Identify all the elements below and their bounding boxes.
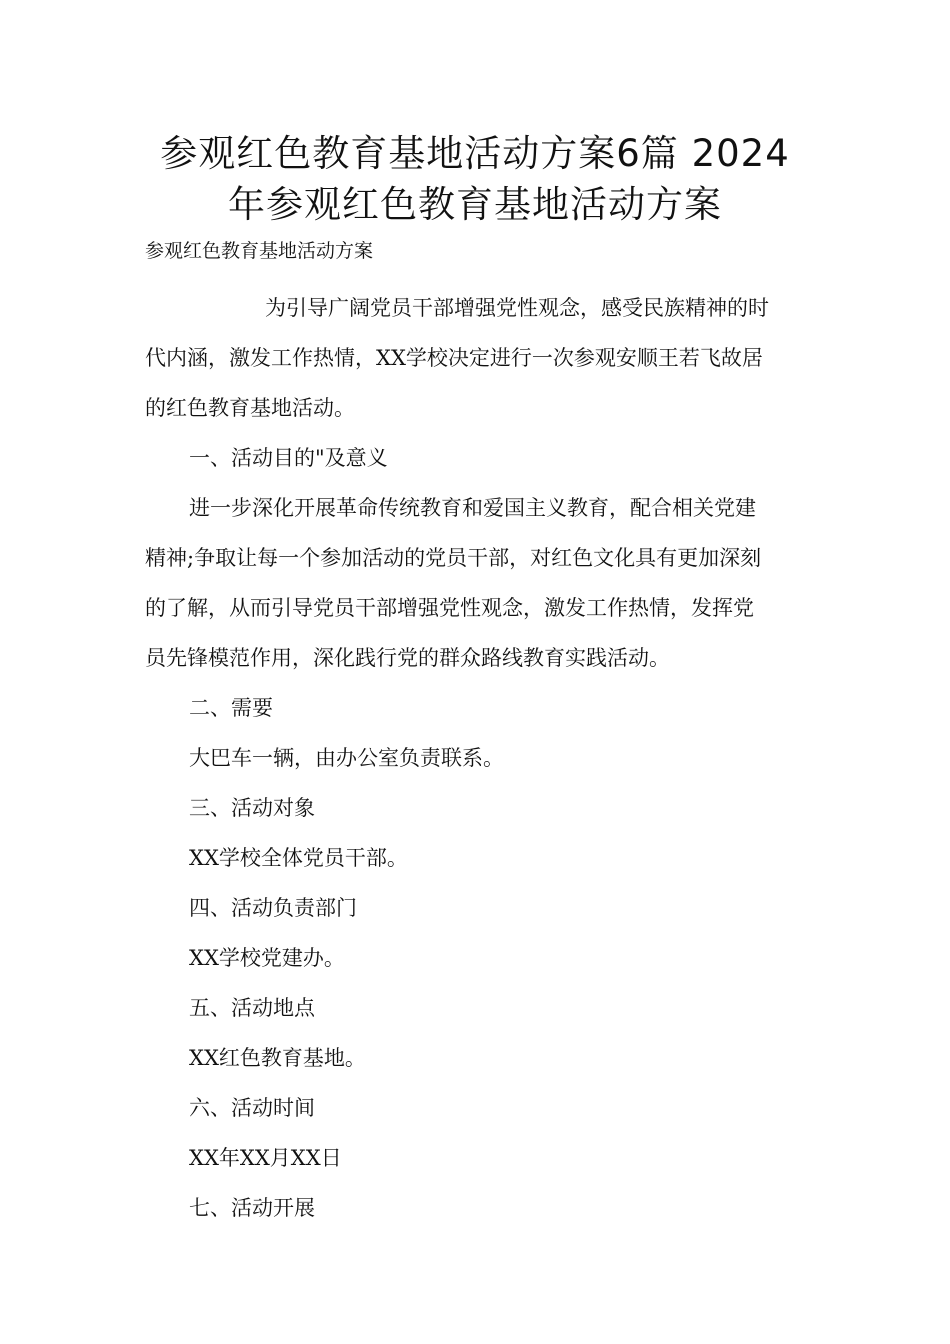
intro-line-3: 的红色教育基地活动。	[145, 396, 355, 420]
section-3-heading: 三、活动对象	[189, 796, 315, 820]
document-body	[145, 283, 805, 1233]
section-1-line-2: 精神;争取让每一个参加活动的党员干部，对红色文化具有更加深刻	[145, 546, 762, 570]
section-1-line-4: 员先锋模范作用，深化践行党的群众路线教育实践活动。	[145, 646, 670, 670]
document-subtitle: 参观红色教育基地活动方案	[145, 240, 374, 262]
section-5-heading: 五、活动地点	[189, 996, 315, 1020]
section-3-text: XX学校全体党员干部。	[189, 846, 408, 870]
intro-line-2: 代内涵，激发工作热情，XX学校决定进行一次参观安顺王若飞故居	[145, 346, 763, 370]
section-2-text: 大巴车一辆，由办公室负责联系。	[189, 746, 504, 770]
section-1-line-1: 进一步深化开展革命传统教育和爱国主义教育，配合相关党建	[189, 496, 756, 520]
section-5-text: XX红色教育基地。	[189, 1046, 366, 1070]
intro-line-1: 为引导广阔党员干部增强党性观念，感受民族精神的时	[265, 296, 769, 320]
section-4-text: XX学校党建办。	[189, 946, 345, 970]
section-6-heading: 六、活动时间	[189, 1096, 315, 1120]
document-title	[120, 128, 830, 230]
title-line-2: 年参观红色教育基地活动方案	[228, 183, 722, 226]
section-4-heading: 四、活动负责部门	[189, 896, 357, 920]
section-6-text: XX年XX月XX日	[189, 1146, 342, 1170]
section-1-line-3: 的了解，从而引导党员干部增强党性观念，激发工作热情，发挥党	[145, 596, 754, 620]
section-7-heading: 七、活动开展	[189, 1196, 315, 1220]
title-line-1: 参观红色教育基地活动方案6篇 2024	[160, 132, 790, 175]
section-1-heading: 一、活动目的"及意义	[189, 446, 388, 470]
section-2-heading: 二、需要	[189, 696, 273, 720]
